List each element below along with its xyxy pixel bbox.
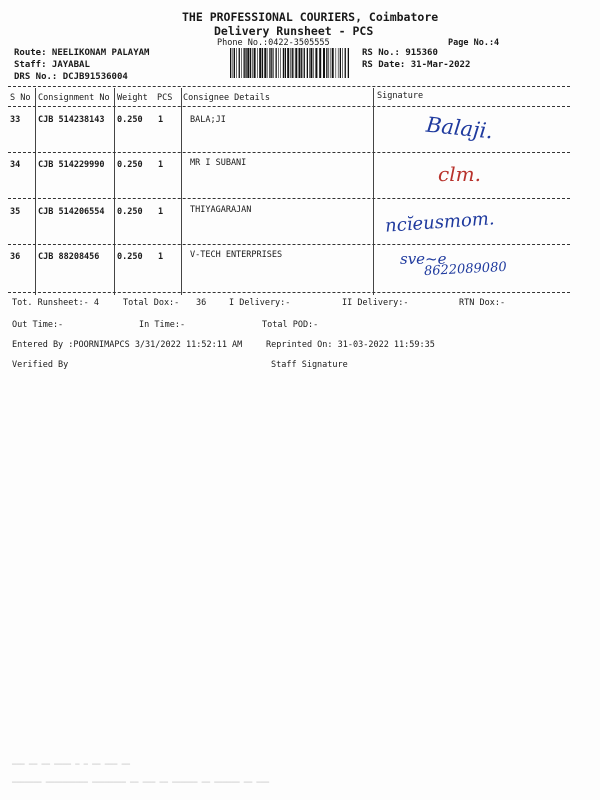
barcode-bar xyxy=(326,48,327,78)
row-sno: 35 xyxy=(10,207,21,217)
row-sno: 33 xyxy=(10,115,21,125)
col-header-weight: Weight xyxy=(117,93,148,103)
barcode-bar xyxy=(338,48,339,78)
divider xyxy=(8,292,570,293)
barcode-bar xyxy=(290,48,291,78)
row-consignee: THIYAGARAJAN xyxy=(190,205,252,215)
barcode-bar xyxy=(301,48,302,78)
barcode-bar xyxy=(319,48,321,78)
barcode-bar xyxy=(264,48,266,78)
barcode xyxy=(230,48,350,78)
barcode-bar xyxy=(332,48,334,78)
row-consignment: CJB 514229990 xyxy=(38,160,105,170)
document-title: Delivery Runsheet - PCS xyxy=(214,24,374,38)
barcode-bar xyxy=(273,48,274,78)
barcode-bar xyxy=(283,48,284,78)
barcode-bar xyxy=(276,48,277,78)
row-pcs: 1 xyxy=(158,252,164,262)
barcode-bar xyxy=(348,48,349,78)
row-pcs: 1 xyxy=(158,115,164,125)
route-label: Route: NEELIKONAM PALAYAM xyxy=(14,48,150,58)
staff-label: Staff: JAYABAL xyxy=(14,60,90,70)
barcode-bar xyxy=(239,48,240,78)
total-runsheet: Tot. Runsheet:- 4 xyxy=(12,298,99,308)
barcode-bar xyxy=(278,48,279,78)
barcode-bar xyxy=(271,48,272,78)
barcode-bar xyxy=(285,48,286,78)
verified-by-label: Verified By xyxy=(12,360,69,370)
col-header-sno: S No xyxy=(10,93,31,103)
row-divider xyxy=(8,152,570,153)
handwritten-phone-note: 8622089080 xyxy=(423,259,508,280)
row-divider xyxy=(8,198,570,199)
barcode-bar xyxy=(309,48,310,78)
row-consignment: CJB 514238143 xyxy=(38,115,105,125)
barcode-bar xyxy=(280,48,281,78)
drs-number: DRS No.: DCJB91536004 xyxy=(14,72,128,82)
row-divider xyxy=(8,244,570,245)
col-header-consignment: Consignment No xyxy=(38,93,110,103)
out-time-label: Out Time:- xyxy=(12,320,64,330)
total-dox-label: Total Dox:- xyxy=(123,298,180,308)
barcode-bar xyxy=(299,48,301,78)
total-pod-label: Total POD:- xyxy=(262,320,319,330)
barcode-bar xyxy=(294,48,295,78)
barcode-bar xyxy=(262,48,263,78)
barcode-bar xyxy=(340,48,341,78)
handwritten-signature: sve~e xyxy=(400,250,447,268)
column-rule xyxy=(35,88,36,295)
barcode-bar xyxy=(304,48,305,78)
col-header-consignee: Consignee Details xyxy=(183,93,270,103)
barcode-bar xyxy=(252,48,253,78)
row-pcs: 1 xyxy=(158,160,164,170)
barcode-bar xyxy=(244,48,245,78)
staff-signature-label: Staff Signature xyxy=(271,360,348,370)
barcode-bar xyxy=(245,48,246,78)
handwritten-signature: clm. xyxy=(438,162,481,186)
company-name: THE PROFESSIONAL COURIERS, Coimbatore xyxy=(182,10,439,24)
divider xyxy=(8,86,570,87)
row-consignment: CJB 514206554 xyxy=(38,207,105,217)
col-header-pcs: PCS xyxy=(157,93,173,103)
barcode-bar xyxy=(345,48,346,78)
barcode-bar xyxy=(307,48,308,78)
barcode-bar xyxy=(315,48,317,78)
row-consignee: BALA;JI xyxy=(190,115,226,125)
phone-number: Phone No.:0422-3505555 xyxy=(217,38,330,48)
row-weight: 0.250 xyxy=(117,207,143,217)
total-dox-value: 36 xyxy=(196,298,207,308)
barcode-bar xyxy=(236,48,237,78)
row-weight: 0.250 xyxy=(117,115,143,125)
rtn-dox-label: RTN Dox:- xyxy=(459,298,506,308)
row-sno: 36 xyxy=(10,252,21,262)
bleed-through-mark: ▁▁▁ ▁▁ ▁▁ ▁▁▁▁ ▁ ▁ ▁▁ ▁▁▁ ▁▁ xyxy=(12,757,131,765)
column-rule xyxy=(373,88,374,295)
barcode-bar xyxy=(342,48,343,78)
bleed-through-mark: ▁▁▁▁▁▁▁ ▁▁▁▁▁▁▁▁▁▁ ▁▁▁▁▁▁▁▁ ▁▁ ▁▁▁ ▁▁ ▁▁▁▁▁▁ ▁▁ ▁▁▁▁▁▁ ▁▁ ▁▁▁ xyxy=(12,775,270,783)
barcode-bar xyxy=(257,48,258,78)
ii-delivery-label: II Delivery:- xyxy=(342,298,409,308)
column-rule xyxy=(181,88,182,295)
barcode-bar xyxy=(250,48,251,78)
i-delivery-label: I Delivery:- xyxy=(229,298,291,308)
barcode-bar xyxy=(267,48,268,78)
barcode-bar xyxy=(259,48,261,78)
barcode-bar xyxy=(269,48,270,78)
page-number: Page No.:4 xyxy=(448,38,500,48)
barcode-bar xyxy=(330,48,331,78)
in-time-label: In Time:- xyxy=(139,320,186,330)
reprinted-on: Reprinted On: 31-03-2022 11:59:35 xyxy=(266,340,435,350)
divider xyxy=(8,106,570,107)
row-consignment: CJB 88208456 xyxy=(38,252,100,262)
barcode-bar xyxy=(336,48,337,78)
barcode-bar xyxy=(247,48,249,78)
row-weight: 0.250 xyxy=(117,160,143,170)
barcode-bar xyxy=(233,48,234,78)
barcode-bar xyxy=(323,48,325,78)
column-rule xyxy=(114,88,115,295)
barcode-bar xyxy=(328,48,329,78)
barcode-bar xyxy=(234,48,235,78)
barcode-bar xyxy=(310,48,312,78)
row-sno: 34 xyxy=(10,160,21,170)
col-header-signature: Signature xyxy=(377,91,424,101)
row-weight: 0.250 xyxy=(117,252,143,262)
barcode-bar xyxy=(230,48,231,78)
entered-by: Entered By :POORNIMAPCS 3/31/2022 11:52:11 AM xyxy=(12,340,243,350)
barcode-bar xyxy=(313,48,314,78)
handwritten-signature: Balaji. xyxy=(424,112,495,144)
row-consignee: V-TECH ENTERPRISES xyxy=(190,250,283,260)
barcode-bar xyxy=(295,48,297,78)
handwritten-signature: ncĭeusmom. xyxy=(384,208,496,237)
row-consignee: MR I SUBANI xyxy=(190,158,247,168)
barcode-bar xyxy=(292,48,293,78)
rs-date: RS Date: 31-Mar-2022 xyxy=(362,60,471,70)
rs-number: RS No.: 915360 xyxy=(362,48,438,58)
barcode-bar xyxy=(241,48,242,78)
barcode-bar xyxy=(254,48,256,78)
barcode-bar xyxy=(287,48,289,78)
row-pcs: 1 xyxy=(158,207,164,217)
